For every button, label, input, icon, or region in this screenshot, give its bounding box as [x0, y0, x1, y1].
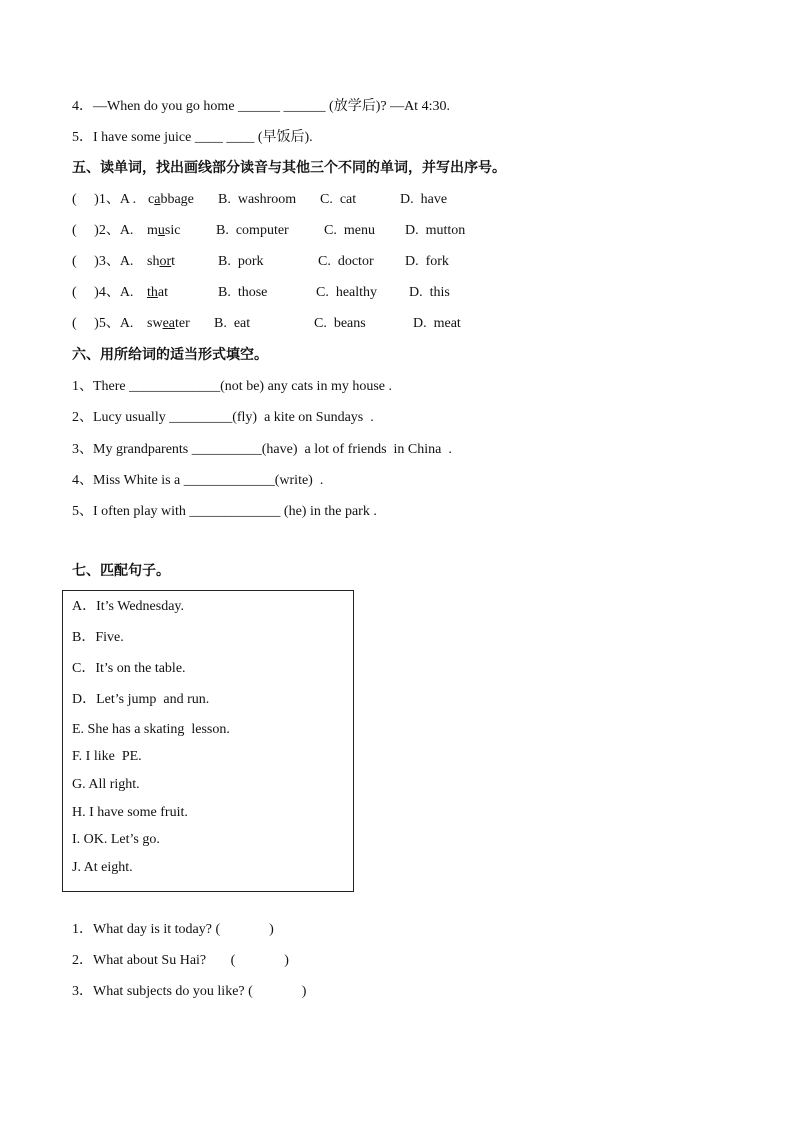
word-row-2-option-c: C. menu: [324, 223, 375, 238]
word-a-end: bbage: [160, 192, 194, 207]
fill-item-5: 5、I often play with _____________ (he) in the park .: [72, 504, 377, 519]
match-question-2: 2．What about Su Hai? ( ): [72, 953, 289, 968]
word-a-end: t: [171, 254, 176, 269]
word-row-1-option-c: C. cat: [320, 192, 357, 207]
word-row-2-prefix: ( )2、A.: [72, 223, 134, 238]
word-row-2-option-b: B. computer: [216, 223, 289, 238]
word-row-3-option-d: D. fork: [405, 254, 449, 269]
option-j: J. At eight.: [72, 860, 133, 875]
word-row-1-option-d: D. have: [400, 192, 448, 207]
fill-item-3: 3、My grandparents __________(have) a lot of friends in China .: [72, 442, 452, 457]
word-row-4-option-b: B. those: [218, 285, 268, 300]
word-row-4-prefix: ( )4、A.: [72, 285, 134, 300]
word-row-2-option-d: D. mutton: [405, 223, 466, 238]
word-row-4-option-d: D. this: [409, 285, 450, 300]
word-row-5-option-c: C. beans: [314, 316, 366, 331]
word-row-3-option-a: [140, 253, 175, 271]
section-6-heading: 六、用所给词的适当形式填空。: [72, 347, 268, 363]
option-f: F. I like PE.: [72, 749, 142, 764]
underlined-letters: a: [154, 192, 161, 207]
word-a-start: m: [140, 223, 158, 238]
word-row-5-option-b: B. eat: [214, 316, 251, 331]
underlined-letters: th: [147, 285, 158, 300]
section-5-heading: 五、读单词，找出画线部分读音与其他三个不同的单词，并写出序号。: [72, 160, 506, 176]
word-a-start: c: [148, 192, 155, 207]
option-i: I. OK. Let’s go.: [72, 832, 160, 847]
question-5-juice: 5．I have some juice ____ ____ (早饭后).: [72, 130, 313, 145]
underlined-letters: u: [157, 223, 165, 238]
word-row-5-option-d: D. meat: [413, 316, 461, 331]
word-a-start: [140, 285, 147, 300]
option-e: E. She has a skating lesson.: [72, 722, 230, 737]
word-row-3-prefix: ( )3、A.: [72, 254, 134, 269]
word-row-3-option-b: B. pork: [218, 254, 264, 269]
option-d: D．Let’s jump and run.: [72, 692, 210, 707]
fill-item-4: 4、Miss White is a _____________(write) .: [72, 473, 324, 488]
fill-item-2: 2、Lucy usually _________(fly) a kite on Sundays .: [72, 410, 374, 425]
section-7-heading: 七、匹配句子。: [72, 563, 170, 579]
fill-item-1: 1、There _____________(not be) any cats in my house .: [72, 379, 392, 394]
word-a-start: sh: [140, 254, 160, 269]
word-row-5-prefix: ( )5、A.: [72, 316, 134, 331]
option-a: A．It’s Wednesday.: [72, 599, 185, 614]
option-g: G. All right.: [72, 777, 140, 792]
match-question-1: 1．What day is it today? ( ): [72, 922, 274, 937]
word-row-1-option-b: B. washroom: [218, 192, 297, 207]
word-row-3-option-c: C. doctor: [318, 254, 374, 269]
word-row-1-prefix: ( )1、A .: [72, 192, 137, 207]
option-b: B．Five.: [72, 630, 124, 645]
word-a-end: sic: [164, 223, 181, 238]
question-4-home-time: 4．—When do you go home ______ ______ (放学后)? —At 4:30.: [72, 99, 450, 114]
word-a-end: at: [157, 285, 168, 300]
option-h: H. I have some fruit.: [72, 805, 188, 820]
word-row-4-option-c: C. healthy: [316, 285, 378, 300]
option-c: C．It’s on the table.: [72, 661, 186, 676]
word-row-2-option-a: [140, 222, 180, 240]
word-a-start: sw: [140, 316, 163, 331]
word-row-4-option-a: [140, 284, 168, 302]
word-row-1-option-a: [148, 191, 194, 209]
word-row-5-option-a: [140, 315, 190, 333]
underlined-letters: ea: [162, 316, 175, 331]
match-question-3: 3．What subjects do you like? ( ): [72, 984, 307, 999]
underlined-letters: or: [159, 254, 172, 269]
word-a-end: ter: [175, 316, 190, 331]
